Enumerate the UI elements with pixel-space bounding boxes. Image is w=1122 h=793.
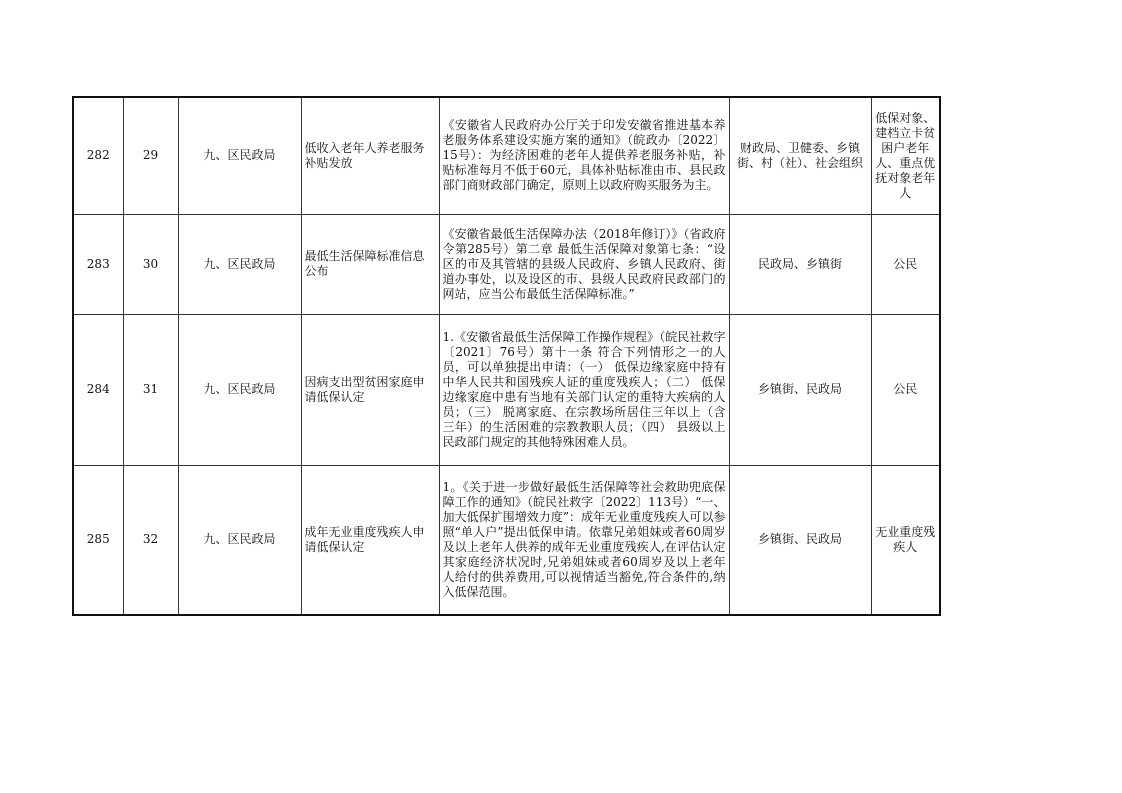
sub-seq-cell: 30 bbox=[123, 214, 178, 314]
target-cell: 低保对象、建档立卡贫困户老年人、重点优抚对象老年人 bbox=[871, 97, 940, 214]
table-row bbox=[73, 314, 940, 465]
table-row bbox=[73, 214, 940, 314]
sub-seq-cell: 29 bbox=[123, 97, 178, 214]
seq-cell: 284 bbox=[73, 314, 123, 465]
item-cell: 因病支出型贫困家庭申请低保认定 bbox=[301, 314, 439, 465]
basis-cell: 1.《安徽省最低生活保障工作操作规程》（皖民社救字〔2021〕76号）第十一条 符合下列情形之一的人员，可以单独提出申请：（一） 低保边缘家庭中持有中华人民共和国残疾人证的重度残疾人；（二） 低保边缘家庭中患有当地有关部门认定的重特大疾病的人员；（三） 脱离家庭、在宗教场所居住三年以上（含三年）的生活困难的宗教教职人员；（四） 县级以上民政部门规定的其他特殊困难人员。 bbox=[439, 314, 729, 465]
sub-seq-cell: 32 bbox=[123, 465, 178, 615]
department-cell: 九、区民政局 bbox=[178, 314, 301, 465]
target-cell: 公民 bbox=[871, 214, 940, 314]
policy-table bbox=[72, 96, 941, 616]
department-cell: 九、区民政局 bbox=[178, 214, 301, 314]
sub-seq-cell: 31 bbox=[123, 314, 178, 465]
table-row bbox=[73, 97, 940, 214]
units-cell: 乡镇街、民政局 bbox=[729, 314, 871, 465]
target-cell: 无业重度残疾人 bbox=[871, 465, 940, 615]
seq-cell: 285 bbox=[73, 465, 123, 615]
basis-cell: 《安徽省人民政府办公厅关于印发安徽省推进基本养老服务体系建设实施方案的通知》（皖政办〔2022〕15号）：为经济困难的老年人提供养老服务补贴，补贴标准每月不低于60元，具体补贴标准由市、县民政部门商财政部门确定，原则上以政府购买服务为主。 bbox=[439, 97, 729, 214]
department-cell: 九、区民政局 bbox=[178, 97, 301, 214]
basis-cell: 1。《关于进一步做好最低生活保障等社会救助兜底保障工作的通知》（皖民社救字〔2022〕113号）“一、加大低保扩围增效力度”：成年无业重度残疾人可以参照“单人户”提出低保申请。依靠兄弟姐妹或者60周岁及以上老年人供养的成年无业重度残疾人,在评估认定其家庭经济状况时,兄弟姐妹或者60周岁及以上老年人给付的供养费用,可以视情适当豁免,符合条件的,纳入低保范围。 bbox=[439, 465, 729, 615]
item-cell: 成年无业重度残疾人申请低保认定 bbox=[301, 465, 439, 615]
seq-cell: 283 bbox=[73, 214, 123, 314]
item-cell: 低收入老年人养老服务补贴发放 bbox=[301, 97, 439, 214]
item-cell: 最低生活保障标准信息公布 bbox=[301, 214, 439, 314]
units-cell: 财政局、卫健委、乡镇街、村（社）、社会组织 bbox=[729, 97, 871, 214]
units-cell: 民政局、乡镇街 bbox=[729, 214, 871, 314]
table-row bbox=[73, 465, 940, 615]
department-cell: 九、区民政局 bbox=[178, 465, 301, 615]
basis-cell: 《安徽省最低生活保障办法（2018年修订）》（省政府令第285号）第二章 最低生活保障对象第七条：“设区的市及其管辖的县级人民政府、乡镇人民政府、街道办事处，以及设区的市、县级人民政府民政部门的网站，应当公布最低生活保障标准。” bbox=[439, 214, 729, 314]
seq-cell: 282 bbox=[73, 97, 123, 214]
units-cell: 乡镇街、民政局 bbox=[729, 465, 871, 615]
target-cell: 公民 bbox=[871, 314, 940, 465]
